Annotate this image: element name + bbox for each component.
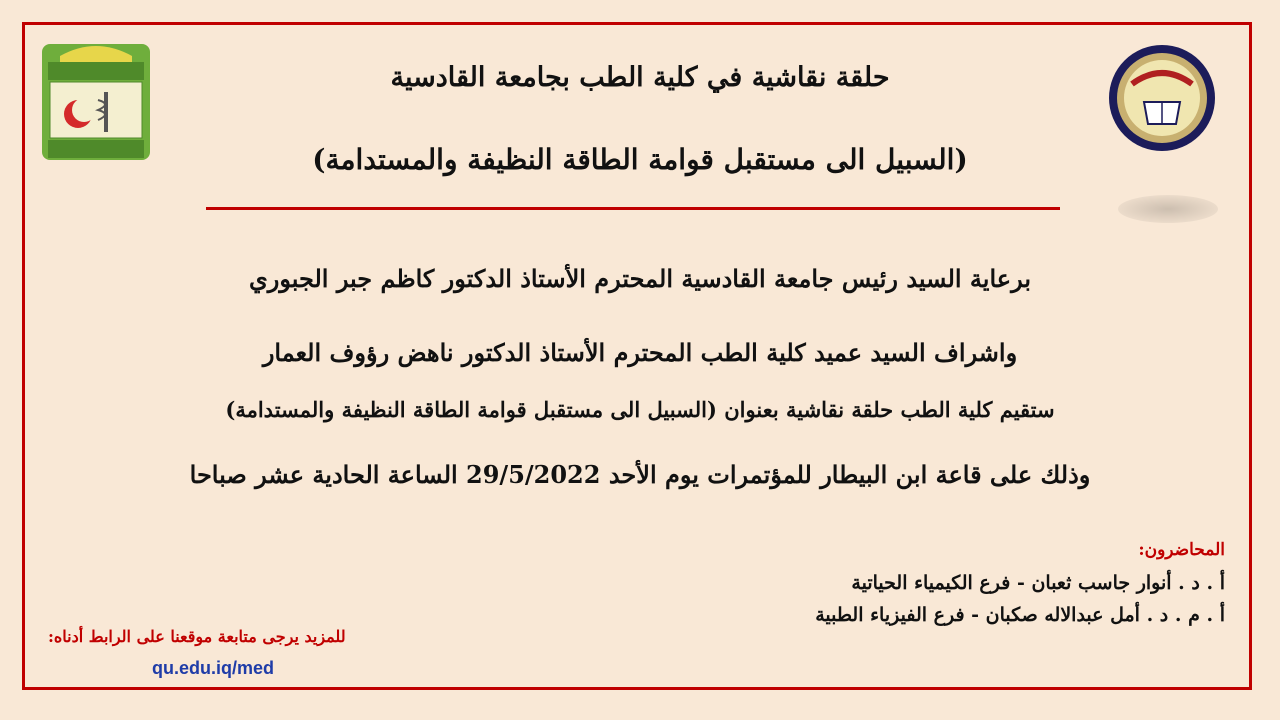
title-divider	[206, 207, 1060, 210]
supervision-line: واشراف السيد عميد كلية الطب المحترم الأستاذ الدكتور ناهض رؤوف العمار	[262, 338, 1018, 367]
website-link[interactable]: qu.edu.iq/med	[152, 658, 275, 678]
lecturers-heading: المحاضرون:	[1138, 540, 1225, 560]
lecturer-item: أ . م . د . أمل عبدالاله صكبان - فرع الفيزياء الطبية	[815, 604, 1225, 626]
event-subtitle: (السبيل الى مستقبل قوامة الطاقة النظيفة والمستدامة)	[312, 143, 968, 176]
patronage-line: برعاية السيد رئيس جامعة القادسية المحترم الأستاذ الدكتور كاظم جبر الجبوري	[248, 264, 1032, 293]
venue-date-line: وذلك على قاعة ابن البيطار للمؤتمرات يوم الأحد 29/5/2022 الساعة الحادية عشر صباحا	[189, 460, 1091, 489]
university-seal-logo	[1108, 44, 1216, 152]
logo-shadow	[1118, 195, 1218, 223]
more-info-text: للمزيد يرجى متابعة موقعنا على الرابط أدناه:	[48, 627, 346, 646]
event-title: حلقة نقاشية في كلية الطب بجامعة القادسية	[390, 62, 890, 93]
lecturer-item: أ . د . أنوار جاسب ثعبان - فرع الكيمياء الحياتية	[851, 572, 1225, 594]
lecturers-section	[665, 540, 1225, 636]
announcement-line: ستقيم كلية الطب حلقة نقاشية بعنوان (السبيل الى مستقبل قوامة الطاقة النظيفة والمستدامة)	[225, 397, 1055, 422]
